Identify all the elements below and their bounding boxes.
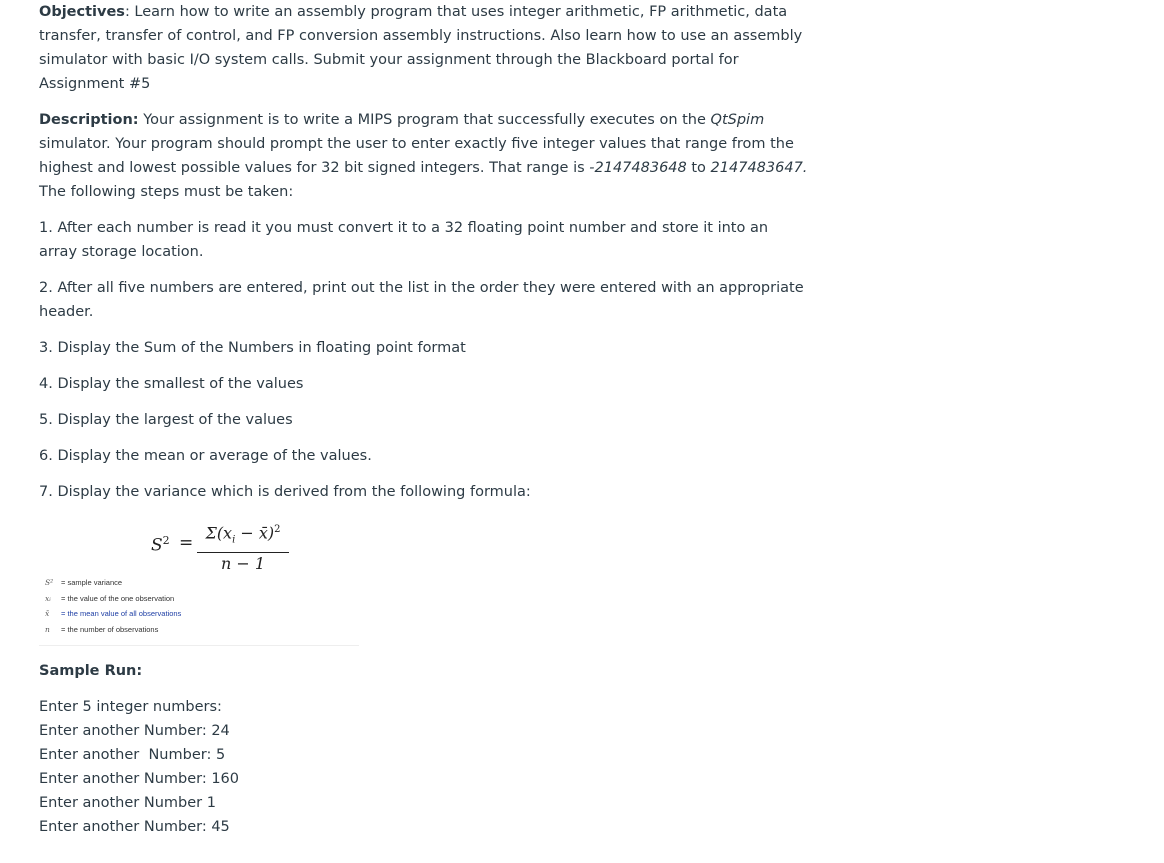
legend-text: = sample variance [61,578,123,587]
legend-symbol: n [45,624,50,634]
description-paragraph [39,108,809,204]
legend-text: = the value of the one observation [61,593,175,603]
formula-denominator: n − 1 [220,553,266,573]
sample-run-line: Enter another Number: 5 [39,747,226,763]
legend-symbol: xᵢ [45,593,51,603]
step-item: 4. Display the smallest of the values [39,376,304,392]
formula-fraction [195,520,291,574]
sample-run-line: Enter 5 integer numbers: [39,699,222,715]
formula-numerator-subscript: i [232,534,236,546]
description-label: Description: [39,112,139,128]
range-high: 2147483647. [710,160,808,176]
legend-text: = the number of observations [61,624,159,634]
step-item: 5. Display the largest of the values [39,412,293,428]
step-item: 1. After each number is read it you must convert it to a 32 floating point number and store it into an array storage location. [39,220,769,260]
description-text-a: Your assignment is to write a MIPS program that successfully executes on the [138,112,711,128]
legend-row [45,575,181,591]
step-item: 3. Display the Sum of the Numbers in floating point format [39,340,466,356]
sample-run-line: Enter another Number: 45 [39,819,230,835]
legend-row [45,606,181,622]
formula-numerator [195,520,291,551]
formula-lhs-exponent: 2 [162,534,170,547]
formula-numerator-rest: − x̄) [235,523,275,543]
formula-numerator-exponent: 2 [274,524,281,535]
legend-text: = the mean value of all observations [61,609,182,618]
description-text-c: to [686,160,711,176]
objectives-text: : Learn how to write an assembly program that uses integer arithmetic, FP arithmetic, data transfer, transfer of control, and FP conversion assembly instructions. Also learn how to use an assembly simulator with basic I/O system calls. Submit your assignment through the Blackboard portal for Assignment #5 [39,4,803,92]
legend-symbol: x̄ [45,609,50,618]
step-item: 2. After all five numbers are entered, print out the list in the order they were entered with an appropriate header. [39,280,804,320]
objectives-label: Objectives [39,4,125,20]
legend-row [45,622,181,638]
fraction-bar [197,552,289,553]
sample-run-line: Enter another Number 1 [39,795,216,811]
sample-run-line: Enter another Number: 24 [39,723,230,739]
step-item: 6. Display the mean or average of the values. [39,448,372,464]
formula-legend [45,575,181,637]
description-text-d: The following steps must be taken: [39,184,294,200]
formula-lhs-symbol: S [151,535,163,556]
divider [39,645,359,646]
sample-run-line: Enter another Number: 160 [39,771,240,787]
step-item: 7. Display the variance which is derived from the following formula: [39,484,531,500]
range-low: -2147483648 [589,160,687,176]
formula-equals: = [179,533,194,553]
formula-lhs [151,534,170,556]
sample-run-title: Sample Run: [39,663,143,679]
description-text-b: simulator. Your program should prompt the user to enter exactly five integer values that range from the highest and lowest possible values for 32 bit signed integers. That range is [39,136,794,176]
simulator-name: QtSpim [710,112,765,128]
variance-formula [149,520,299,573]
objectives-paragraph [39,0,809,96]
formula-numerator-start: Σ(x [205,523,233,543]
legend-row [45,591,181,607]
legend-symbol: S² [45,578,54,587]
